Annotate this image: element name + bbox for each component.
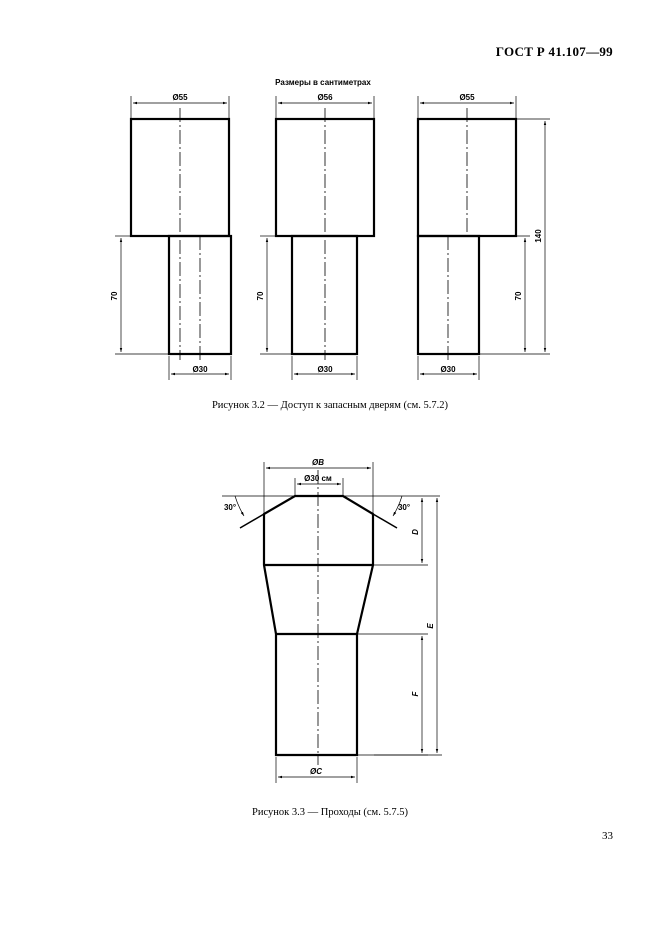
fig32-right-bottom-width: Ø30 [440,365,456,374]
figure-3-2-left-drawing [115,96,231,380]
fig32-middle-lower-height: 70 [256,291,265,301]
fig33-height-e: E [426,623,435,629]
figure-3-3-caption: Рисунок 3.3 — Проходы (см. 5.7.5) [252,807,408,818]
fig33-top-width: ØB [312,458,324,467]
figure-3-2-right-drawing [418,96,550,380]
figure-3-2-caption: Рисунок 3.2 — Доступ к запасным дверям (см. 5.7.2) [211,400,449,411]
fig33-height-d: D [411,529,420,535]
fig32-left-top-width: Ø55 [172,93,188,102]
fig32-middle-top-width: Ø56 [317,93,333,102]
fig33-top-opening: Ø30 см [304,474,332,483]
units-note: Размеры в сантиметрах [275,78,371,87]
page-number: 33 [602,830,613,842]
fig32-left-lower-height: 70 [110,291,119,301]
standard-code: ГОСТ Р 41.107—99 [495,44,613,59]
fig33-angle-left: 30° [223,503,237,512]
figure-3-2-middle-drawing [260,96,374,380]
fig32-right-total-height: 140 [534,229,543,243]
fig32-middle-bottom-width: Ø30 [317,365,333,374]
fig33-bottom-width: ØC [310,767,322,776]
fig32-left-bottom-width: Ø30 [192,365,208,374]
fig33-height-f: F [411,691,420,697]
fig32-right-top-width: Ø55 [459,93,475,102]
fig33-angle-right: 30° [397,503,411,512]
fig32-right-lower-height: 70 [514,291,523,301]
